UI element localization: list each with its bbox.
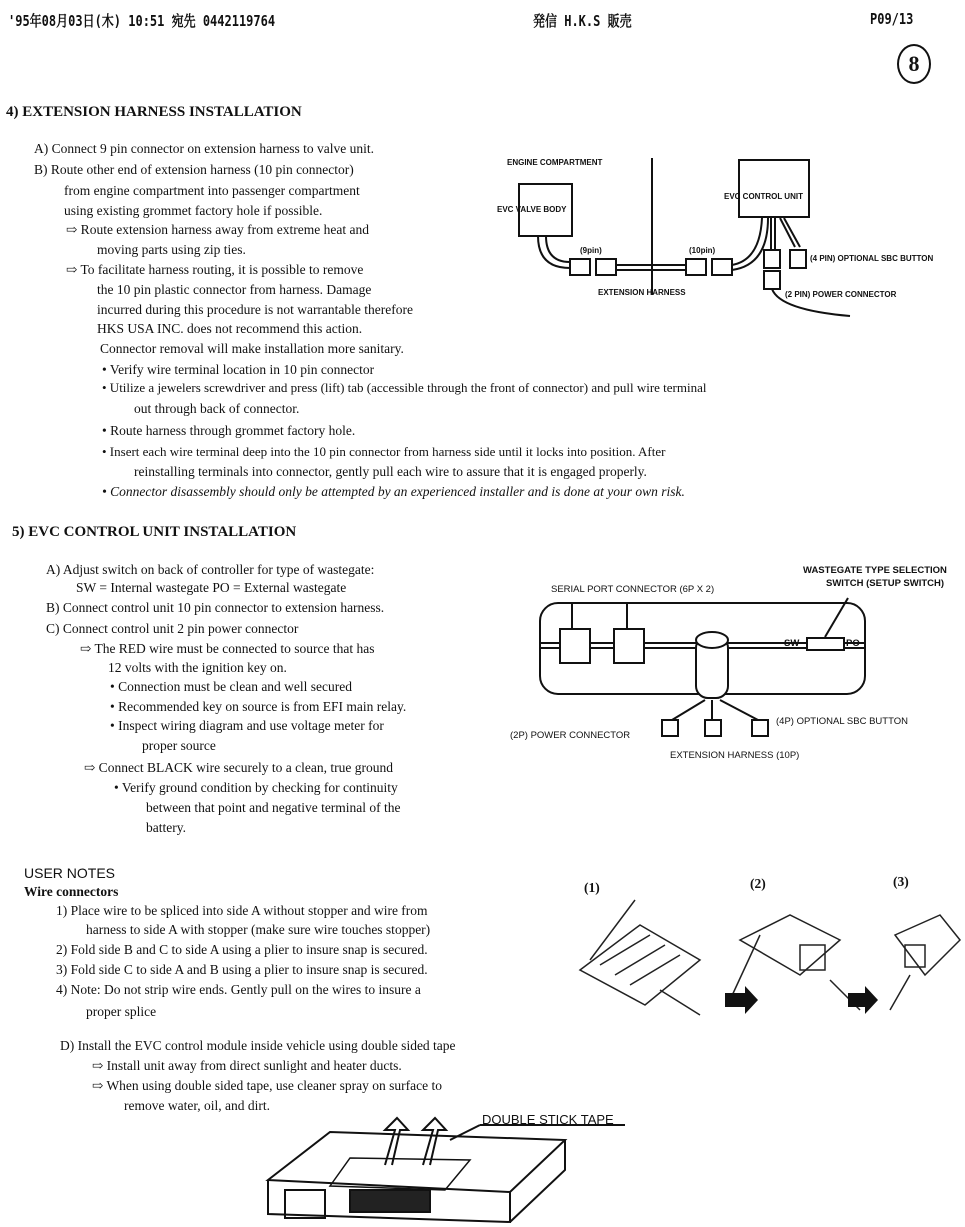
label-2p-power: (2P) POWER CONNECTOR	[510, 730, 631, 741]
label-sbc-button: (4 PIN) OPTIONAL SBC BUTTON	[810, 254, 934, 263]
label-double-stick-tape: DOUBLE STICK TAPE	[482, 1112, 614, 1127]
s4-line: using existing grommet factory hole if possible.	[64, 203, 323, 218]
notes-line: 4) Note: Do not strip wire ends. Gently pull on the wires to insure a	[56, 982, 421, 997]
s4-line: ⇨ To facilitate harness routing, it is possible to remove	[66, 262, 364, 277]
d-line: D) Install the EVC control module inside vehicle using double sided tape	[60, 1038, 456, 1053]
d-line: remove water, oil, and dirt.	[124, 1098, 271, 1113]
notes-line: 2) Fold side B and C to side A using a plier to insure snap is secured.	[56, 942, 428, 957]
label-extension-harness: EXTENSION HARNESS	[598, 288, 686, 297]
label-power-connector: (2 PIN) POWER CONNECTOR	[785, 290, 897, 299]
s4-line: B) Route other end of extension harness (10 pin connector)	[34, 162, 354, 177]
user-notes-title: USER NOTES	[24, 865, 116, 881]
s4-warning: • Connector disassembly should only be attempted by an experienced installer and is done at your own risk.	[102, 484, 685, 499]
s5-line: SW = Internal wastegate PO = External wastegate	[76, 580, 347, 595]
label-extension-harness-10p: EXTENSION HARNESS (10P)	[670, 750, 800, 761]
step-2-label: (2)	[750, 876, 766, 891]
d-line: ⇨ Install unit away from direct sunlight and heater ducts.	[92, 1058, 402, 1073]
s5-line: C) Connect control unit 2 pin power connector	[46, 621, 299, 636]
step-3-label: (3)	[893, 874, 909, 889]
s4-bullet: • Utilize a jewelers screwdriver and press (lift) tab (accessible through the front of connector) and pull wire terminal	[102, 380, 707, 395]
notes-line: proper splice	[86, 1004, 157, 1019]
s5-line: A) Adjust switch on back of controller for type of wastegate:	[46, 562, 375, 577]
s4-line: ⇨ Route extension harness away from extreme heat and	[66, 222, 369, 237]
s4-line: the 10 pin plastic connector from harness. Damage	[97, 282, 372, 297]
s4-line: moving parts using zip ties.	[97, 242, 246, 257]
label-4p-sbc: (4P) OPTIONAL SBC BUTTON	[776, 716, 908, 727]
s5-line: 12 volts with the ignition key on.	[108, 660, 287, 675]
s5-bullet: • Recommended key on source is from EFI main relay.	[110, 699, 407, 714]
s4-line: HKS USA INC. does not recommend this action.	[97, 321, 363, 336]
step-1-label: (1)	[584, 880, 600, 895]
fax-page-number: P09/13	[870, 10, 914, 28]
s4-bullet: • Insert each wire terminal deep into the 10 pin connector from harness side until it locks into position. After	[102, 444, 666, 459]
s5-bullet: • Connection must be clean and well secured	[110, 679, 353, 694]
label-engine-compartment: ENGINE COMPARTMENT	[507, 158, 603, 167]
label-10pin: (10pin)	[689, 246, 716, 255]
s4-bullet: • Route harness through grommet factory hole.	[102, 423, 356, 438]
s5-bullet: • Verify ground condition by checking for continuity	[114, 780, 398, 795]
label-evc-control-unit: EVC CONTROL UNIT	[724, 192, 803, 201]
s5-line: B) Connect control unit 10 pin connector to extension harness.	[46, 600, 385, 615]
label-9pin: (9pin)	[580, 246, 602, 255]
label-serial-port: SERIAL PORT CONNECTOR (6P X 2)	[551, 584, 715, 595]
d-line: ⇨ When using double sided tape, use cleaner spray on surface to	[92, 1078, 442, 1093]
notes-line: 3) Fold side C to side A and B using a plier to insure snap is secured.	[56, 962, 428, 977]
s5-line: proper source	[142, 738, 216, 753]
s4-line: reinstalling terminals into connector, gently pull each wire to assure that it is engaged properly.	[134, 464, 647, 479]
fax-datetime: '95年08月03日(木) 10:51 宛先 0442119764	[8, 12, 276, 30]
label-po: PO	[846, 638, 860, 649]
s4-line: Connector removal will make installation more sanitary.	[100, 341, 404, 356]
s4-line: incurred during this procedure is not warrantable therefore	[97, 302, 413, 317]
s5-line: ⇨ The RED wire must be connected to source that has	[80, 641, 375, 656]
s5-line: between that point and negative terminal of the	[146, 800, 401, 815]
handwritten-page-mark: 8	[897, 44, 931, 84]
fax-sender: 発信 H.K.S 販売	[533, 12, 632, 30]
label-wastegate-switch-2: SWITCH (SETUP SWITCH)	[826, 578, 945, 589]
wire-connectors-subtitle: Wire connectors	[24, 884, 119, 899]
notes-line: harness to side A with stopper (make sure wire touches stopper)	[86, 922, 431, 937]
label-sw: SW	[784, 638, 800, 649]
label-wastegate-switch-1: WASTEGATE TYPE SELECTION	[803, 565, 947, 576]
s5-line: ⇨ Connect BLACK wire securely to a clean, true ground	[84, 760, 393, 775]
label-evc-valve-body: EVC VALVE BODY	[497, 205, 567, 214]
s4-line: out through back of connector.	[134, 401, 300, 416]
section-4-title: 4) EXTENSION HARNESS INSTALLATION	[6, 104, 302, 120]
s4-bullet: • Verify wire terminal location in 10 pin connector	[102, 362, 375, 377]
s4-line: A) Connect 9 pin connector on extension harness to valve unit.	[34, 141, 375, 156]
s4-line: from engine compartment into passenger compartment	[64, 183, 360, 198]
s5-bullet: • Inspect wiring diagram and use voltage meter for	[110, 718, 384, 733]
notes-line: 1) Place wire to be spliced into side A without stopper and wire from	[56, 903, 428, 918]
section-5-title: 5) EVC CONTROL UNIT INSTALLATION	[12, 524, 297, 540]
s5-line: battery.	[146, 820, 186, 835]
